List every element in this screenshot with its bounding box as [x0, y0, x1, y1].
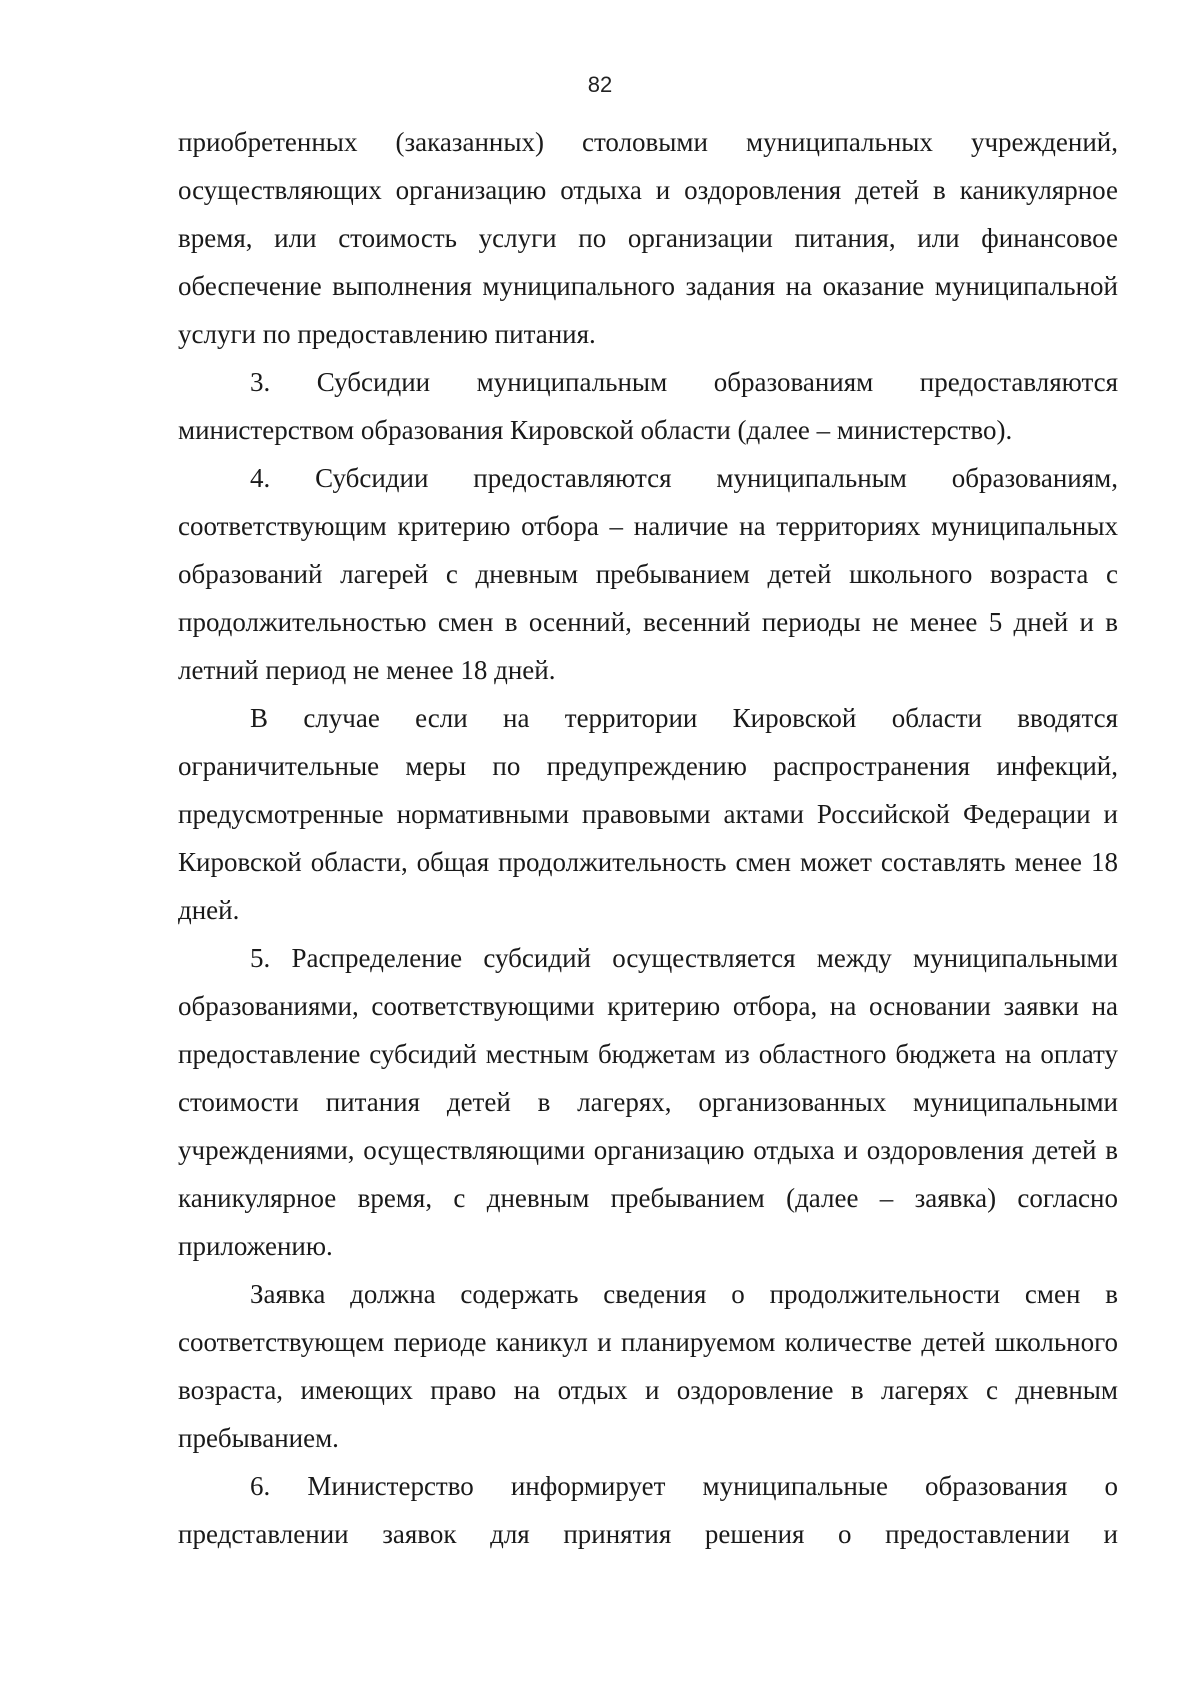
paragraph-item-3: 3. Субсидии муниципальным образованиям предоставляются министерством образования Кировской области (далее – министерство).	[178, 367, 1118, 445]
page-number: 82	[587, 72, 613, 97]
document-body	[178, 118, 1118, 1558]
paragraph-application-content: Заявка должна содержать сведения о продолжительности смен в соответствующем периоде каникул и планируемом количестве детей школьного возраста, имеющих право на отдых и оздоровление в лагерях с дневным пребыванием.	[178, 1279, 1118, 1453]
paragraph-item-4: 4. Субсидии предоставляются муниципальным образованиям, соответствующим критерию отбора – наличие на территориях муниципальных образований лагерей с дневным пребыванием детей школьного возраста с продолжительностью смен в осенний, весенний периоды не менее 5 дней и в летний период не менее 18 дней.	[178, 463, 1118, 685]
paragraph-item-5: 5. Распределение субсидий осуществляется между муниципальными образованиями, соответствующими критерию отбора, на основании заявки на предоставление субсидий местным бюджетам из областного бюджета на оплату стоимости питания детей в лагерях, организованных муниципальными учреждениями, осуществляющими организацию отдыха и оздоровления детей в каникулярное время, с дневным пребыванием (далее – заявка) согласно приложению.	[178, 943, 1118, 1261]
paragraph-continuation: приобретенных (заказанных) столовыми муниципальных учреждений, осуществляющих организацию отдыха и оздоровления детей в каникулярное время, или стоимость услуги по организации питания, или финансовое обеспечение выполнения муниципального задания на оказание муниципальной услуги по предоставлению питания.	[178, 127, 1118, 349]
paragraph-restrictions: В случае если на территории Кировской области вводятся ограничительные меры по предупреждению распространения инфекций, предусмотренные нормативными правовыми актами Российской Федерации и Кировской области, общая продолжительность смен может составлять менее 18 дней.	[178, 703, 1118, 925]
paragraph-item-6: 6. Министерство информирует муниципальные образования о представлении заявок для принятия решения о предоставлении и	[178, 1471, 1118, 1549]
